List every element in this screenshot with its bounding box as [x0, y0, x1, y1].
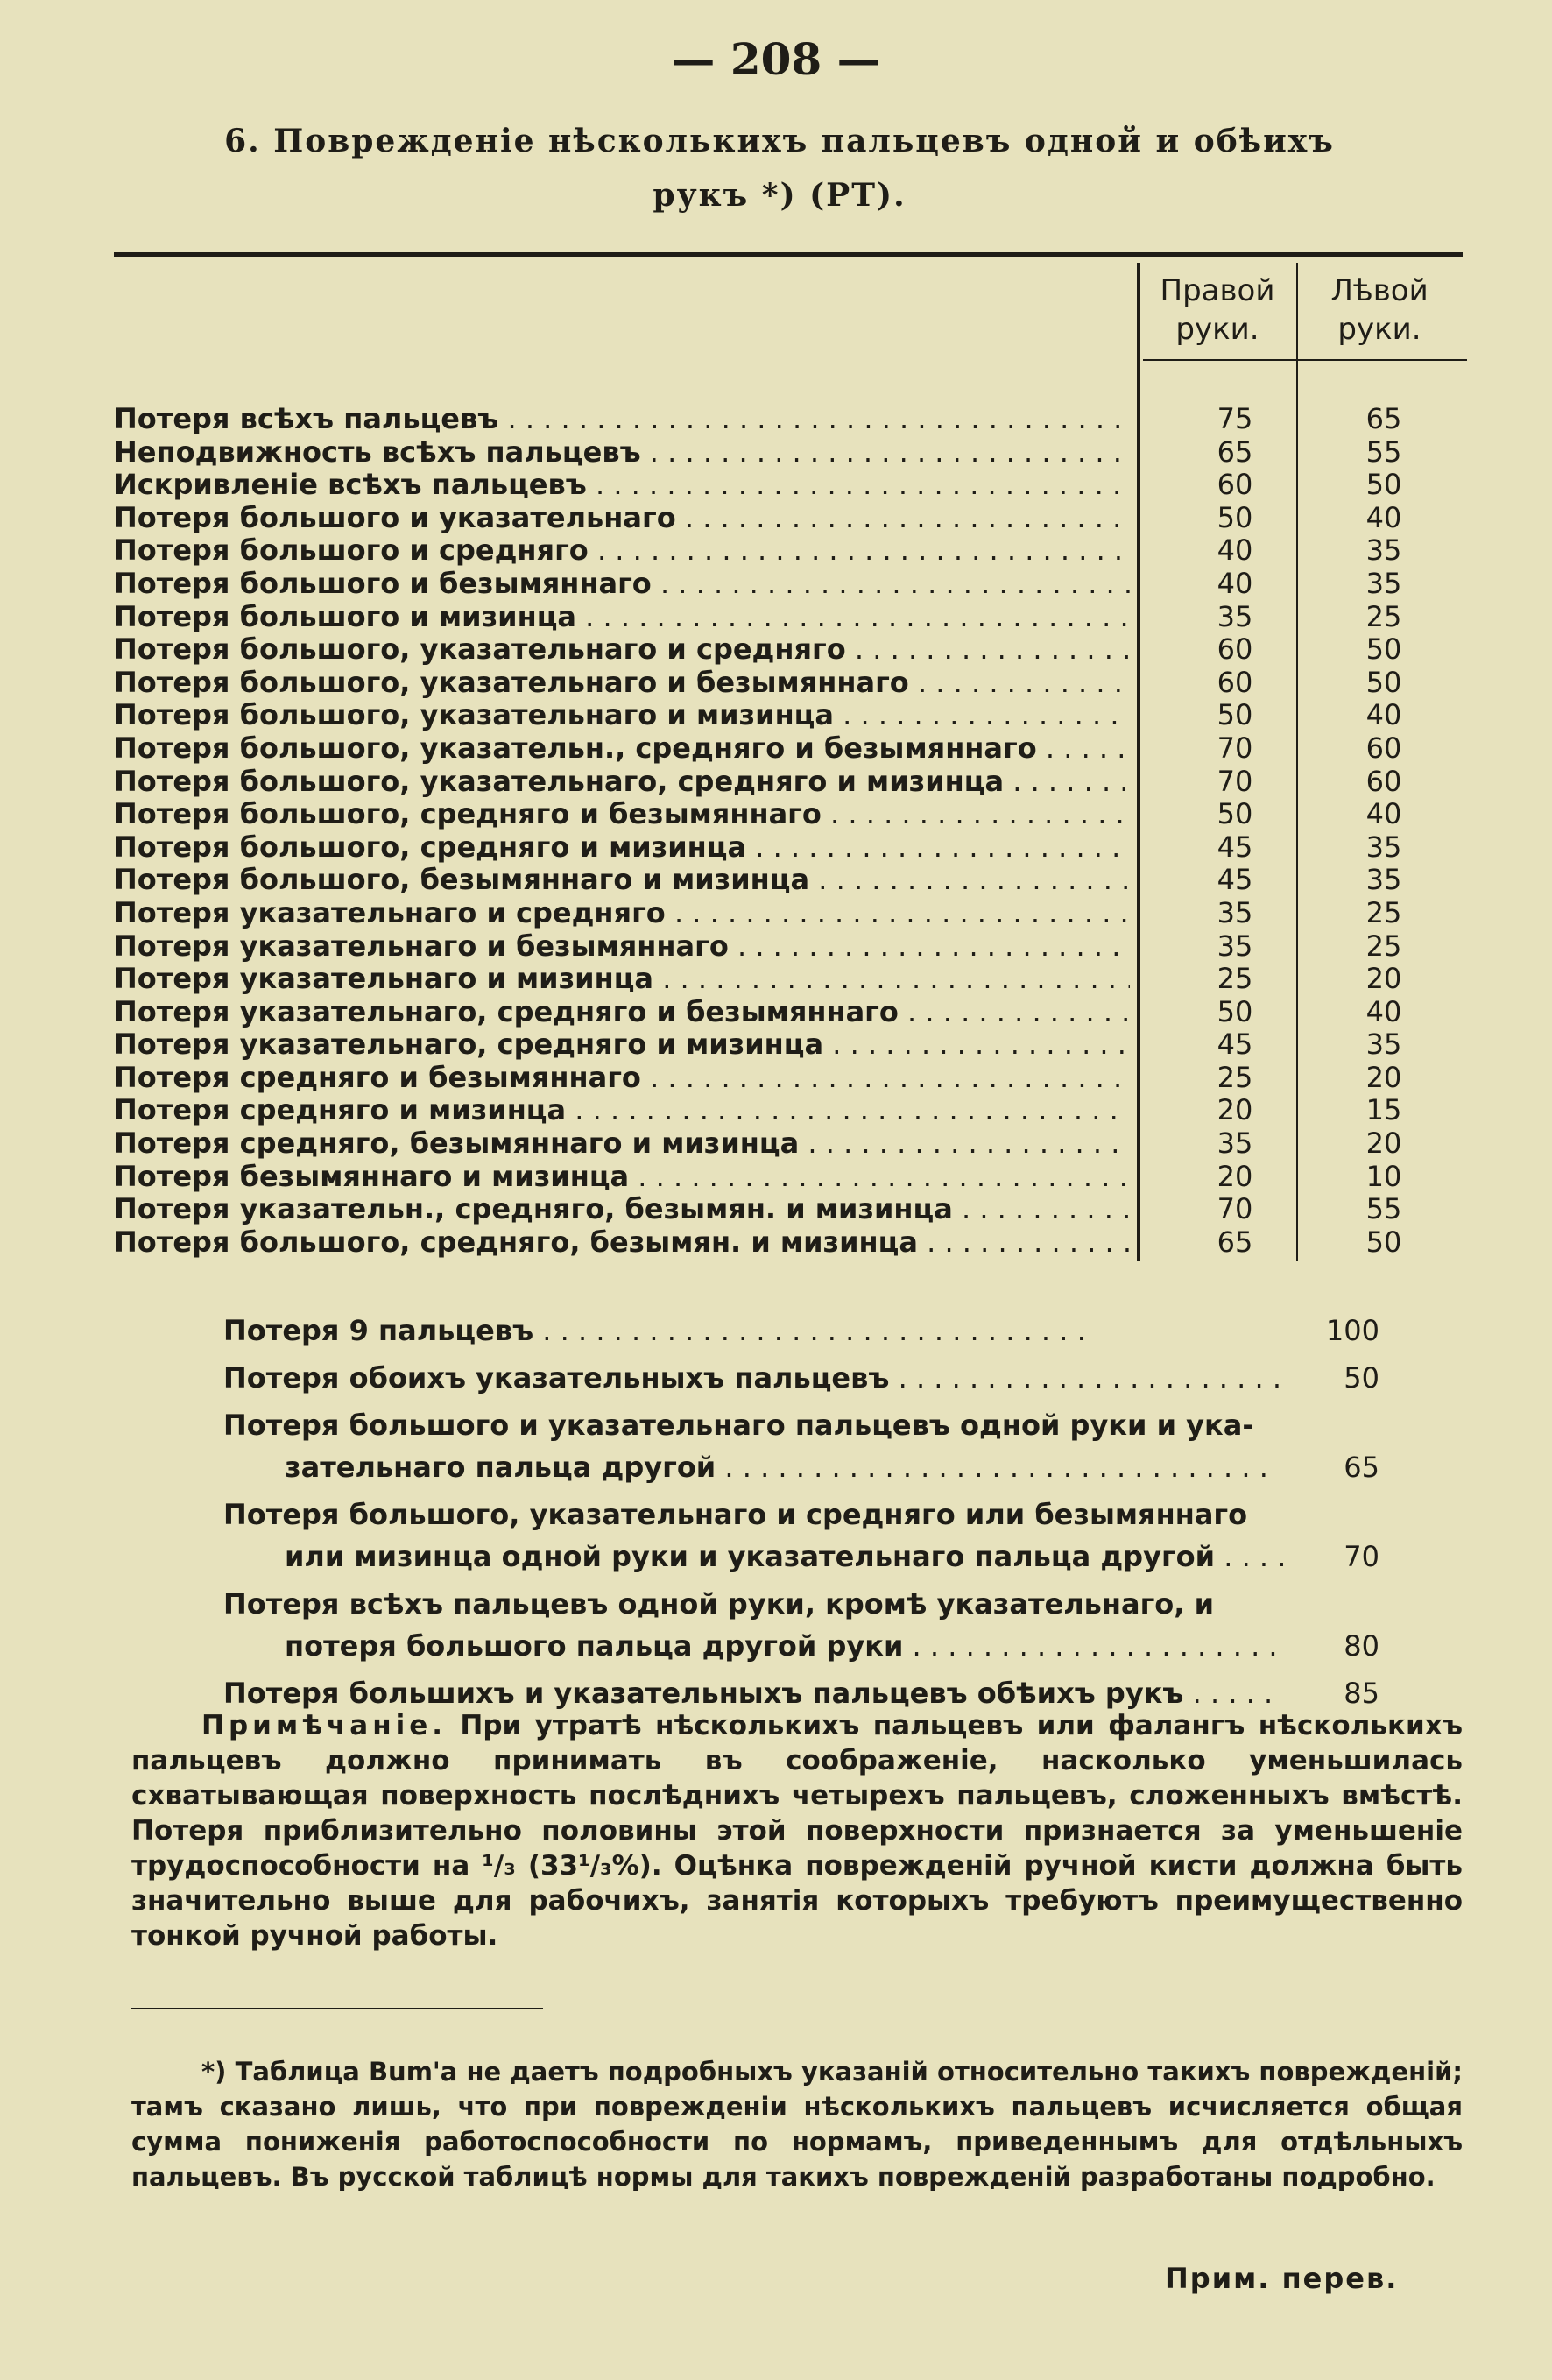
row-label: Потеря безымяннаго и мизинца . . . [114, 1161, 1130, 1194]
row-right-hand-value: 35 [1217, 895, 1253, 929]
combined-item-value: 65 [1344, 1451, 1379, 1484]
row-left-hand-value: 35 [1365, 533, 1402, 568]
row-label: Потеря большого, средняго и безымяннаго . . . [114, 798, 1130, 831]
row-right-hand-value: 40 [1217, 566, 1253, 600]
note-text: При утратѣ нѣсколькихъ пальцевъ или фалангъ нѣсколькихъ пальцевъ должно принимать въ соображеніе, насколько уменьшилась схватывающая поверхность послѣднихъ четырехъ пальцевъ, сложенныхъ вмѣстѣ. Потеря приблизительно половины этой поверхности признается за уменьшеніе трудоспособности на ¹/₃ (33¹/₃%). Оцѣнка поврежденій ручной кисти должна быть значительно выше для рабочихъ, занятія которыхъ требуютъ преимущественно тонкой ручной работы. [131, 1710, 1463, 1952]
list-item [223, 1583, 1379, 1667]
table-row [114, 1094, 1463, 1127]
row-label: Потеря большого, безымяннаго и мизинца . . . [114, 864, 1130, 897]
row-right-hand-value: 50 [1217, 994, 1253, 1028]
combined-item-line-1: Потеря большихъ и указательныхъ пальцевъ обѣихъ рукъ . . . [223, 1672, 1283, 1714]
row-right-hand-value: 45 [1217, 863, 1253, 897]
row-left-hand-value: 40 [1365, 797, 1402, 831]
row-right-hand-value: 25 [1217, 962, 1253, 996]
section-title-line-1: 6. Поврежденіе нѣсколькихъ пальцевъ одной и обѣихъ [224, 123, 1335, 159]
row-left-hand-value: 25 [1365, 895, 1402, 929]
row-label: Потеря средняго и мизинца . . . [114, 1094, 1130, 1127]
row-right-hand-value: 60 [1217, 632, 1253, 667]
combined-item-value: 100 [1325, 1314, 1379, 1347]
row-left-hand-value: 25 [1365, 599, 1402, 633]
table-row [114, 831, 1463, 865]
combined-item-text [223, 1404, 1283, 1488]
table-row [114, 1062, 1463, 1095]
row-label: Потеря большого, указательнаго и мизинца . . . [114, 699, 1130, 732]
row-right-hand-value: 50 [1217, 698, 1253, 732]
row-left-hand-value: 20 [1365, 1060, 1402, 1094]
row-left-hand-value: 35 [1365, 863, 1402, 897]
list-item [223, 1404, 1379, 1488]
header-underline [1143, 359, 1467, 361]
table-row [114, 699, 1463, 732]
combined-item-line-2: или мизинца одной руки и указательнаго пальца другой . . . [223, 1536, 1283, 1578]
table-row [114, 403, 1463, 436]
table-row [114, 502, 1463, 535]
row-right-hand-value: 50 [1217, 500, 1253, 534]
footnote: *) Таблица Bum'a не даетъ подробныхъ указаній относительно такихъ поврежденій; тамъ сказано лишь, что при поврежденіи нѣсколькихъ пальцевъ исчисляется общая сумма пониженія работоспособности по нормамъ, приведеннымъ для отдѣльныхъ пальцевъ. Въ русской таблицѣ нормы для такихъ поврежденій разработаны подробно. [131, 2057, 1463, 2192]
combined-item-value: 70 [1344, 1540, 1379, 1573]
combined-item-line-1: Потеря 9 пальцевъ . . . [223, 1310, 1283, 1352]
combined-item-line-2: зательнаго пальца другой . . . [223, 1446, 1283, 1488]
row-right-hand-value: 60 [1217, 468, 1253, 502]
row-right-hand-value: 20 [1217, 1093, 1253, 1127]
row-label: Потеря большого и указательнаго . . . [114, 502, 1130, 535]
injury-table [114, 403, 1463, 1259]
table-row [114, 534, 1463, 568]
row-label: Потеря большого и мизинца . . . [114, 601, 1130, 634]
translator-note-signature: Прим. перев. [1165, 2262, 1399, 2295]
table-row [114, 1127, 1463, 1161]
table-row [114, 436, 1463, 470]
row-label: Потеря средняго, безымяннаго и мизинца . . . [114, 1127, 1130, 1161]
combined-item-text [223, 1494, 1283, 1578]
row-right-hand-value: 35 [1217, 599, 1253, 633]
row-left-hand-value: 35 [1365, 830, 1402, 864]
row-left-hand-value: 60 [1365, 731, 1402, 765]
row-left-hand-value: 35 [1365, 566, 1402, 600]
combined-item-value: 80 [1344, 1629, 1379, 1663]
row-right-hand-value: 45 [1217, 1028, 1253, 1062]
row-label: Потеря указательн., средняго, безымян. и мизинца . . . [114, 1193, 1130, 1226]
combined-item-line-1: Потеря большого и указательнаго пальцевъ одной руки и ука- [223, 1409, 1254, 1442]
table-row [114, 469, 1463, 502]
combined-item-value: 85 [1344, 1677, 1379, 1710]
row-label: Потеря большого, указательнаго и безымяннаго . . . [114, 667, 1130, 700]
row-right-hand-value: 65 [1217, 434, 1253, 469]
row-label: Потеря указательнаго, средняго и мизинца . . . [114, 1028, 1130, 1062]
row-left-hand-value: 10 [1365, 1159, 1402, 1193]
table-row [114, 568, 1463, 601]
row-left-hand-value: 20 [1365, 1126, 1402, 1161]
row-right-hand-value: 60 [1217, 665, 1253, 699]
row-right-hand-value: 70 [1217, 1192, 1253, 1226]
row-label: Потеря указательнаго и безымяннаго . . . [114, 930, 1130, 964]
table-row [114, 633, 1463, 667]
row-left-hand-value: 15 [1365, 1093, 1402, 1127]
row-left-hand-value: 50 [1365, 1225, 1402, 1259]
row-label: Потеря большого, указательнаго и средняго . . . [114, 633, 1130, 667]
row-label: Потеря большого, указательнаго, средняго и мизинца . . . [114, 766, 1130, 799]
row-left-hand-value: 35 [1365, 1028, 1402, 1062]
row-label: Потеря большого, средняго и мизинца . . . [114, 831, 1130, 865]
combined-item-line-1: Потеря большого, указательнаго и средняго или безымяннаго [223, 1498, 1248, 1531]
table-row [114, 798, 1463, 831]
note-lead: Примѣчаніе. [201, 1710, 448, 1741]
combined-item-text [223, 1357, 1283, 1399]
list-item [223, 1357, 1379, 1399]
table-row [114, 1226, 1463, 1260]
row-left-hand-value: 20 [1365, 962, 1402, 996]
table-row [114, 897, 1463, 930]
row-left-hand-value: 50 [1365, 468, 1402, 502]
row-label: Потеря всѣхъ пальцевъ . . . [114, 403, 1130, 436]
row-right-hand-value: 65 [1217, 1225, 1253, 1259]
row-right-hand-value: 35 [1217, 1126, 1253, 1161]
table-row [114, 963, 1463, 996]
note-paragraph [131, 1708, 1463, 1953]
table-row [114, 930, 1463, 964]
table-row [114, 601, 1463, 634]
row-left-hand-value: 55 [1365, 434, 1402, 469]
row-right-hand-value: 70 [1217, 731, 1253, 765]
row-label: Искривленіе всѣхъ пальцевъ . . . [114, 469, 1130, 502]
row-left-hand-value: 25 [1365, 929, 1402, 963]
table-row [114, 766, 1463, 799]
row-label: Потеря указательнаго, средняго и безымяннаго . . . [114, 996, 1130, 1029]
header-right-hand: Правой руки. [1160, 273, 1275, 347]
table-row [114, 1028, 1463, 1062]
list-item [223, 1494, 1379, 1578]
row-left-hand-value: 50 [1365, 632, 1402, 667]
row-right-hand-value: 25 [1217, 1060, 1253, 1094]
table-row [114, 1193, 1463, 1226]
table-row [114, 864, 1463, 897]
combined-item-text [223, 1583, 1283, 1667]
footnote-rule [131, 2008, 543, 2009]
combined-item-line-2: потеря большого пальца другой руки . . . [223, 1625, 1283, 1667]
row-right-hand-value: 70 [1217, 764, 1253, 798]
row-label: Потеря большого и безымяннаго . . . [114, 568, 1130, 601]
row-left-hand-value: 40 [1365, 994, 1402, 1028]
row-right-hand-value: 35 [1217, 929, 1253, 963]
row-label: Потеря большого и среднягo . . . [114, 534, 1130, 568]
row-right-hand-value: 45 [1217, 830, 1253, 864]
table-row [114, 732, 1463, 766]
table-row [114, 667, 1463, 700]
row-right-hand-value: 75 [1217, 402, 1253, 435]
section-title-line-2: рукъ *) (РТ). [653, 177, 907, 214]
table-row [114, 996, 1463, 1029]
combined-losses-list [223, 1310, 1379, 1720]
row-right-hand-value: 20 [1217, 1159, 1253, 1193]
row-left-hand-value: 40 [1365, 500, 1402, 534]
header-left-hand: Лѣвой руки. [1330, 273, 1429, 347]
combined-item-line-1: Потеря всѣхъ пальцевъ одной руки, кромѣ указательнаго, и [223, 1587, 1214, 1621]
row-label: Потеря указательнаго и средняго . . . [114, 897, 1130, 930]
row-label: Потеря указательнаго и мизинца . . . [114, 963, 1130, 996]
row-left-hand-value: 40 [1365, 698, 1402, 732]
combined-item-text [223, 1310, 1283, 1352]
section-title [131, 114, 1428, 222]
table-row [114, 1161, 1463, 1194]
list-item [223, 1310, 1379, 1352]
row-label: Неподвижность всѣхъ пальцевъ . . . [114, 436, 1130, 470]
row-left-hand-value: 60 [1365, 764, 1402, 798]
row-left-hand-value: 55 [1365, 1192, 1402, 1226]
table-top-rule [114, 252, 1463, 257]
row-right-hand-value: 40 [1217, 533, 1253, 568]
row-left-hand-value: 50 [1365, 665, 1402, 699]
row-label: Потеря средняго и безымяннаго . . . [114, 1062, 1130, 1095]
row-left-hand-value: 65 [1365, 402, 1402, 435]
combined-item-line-1: Потеря обоихъ указательныхъ пальцевъ . . . [223, 1357, 1283, 1399]
row-label: Потеря большого, указательн., средняго и безымяннаго . . . [114, 732, 1130, 766]
row-right-hand-value: 50 [1217, 797, 1253, 831]
row-label: Потеря большого, средняго, безымян. и мизинца . . . [114, 1226, 1130, 1260]
combined-item-value: 50 [1344, 1361, 1379, 1395]
page-number: — 208 — [671, 33, 881, 85]
